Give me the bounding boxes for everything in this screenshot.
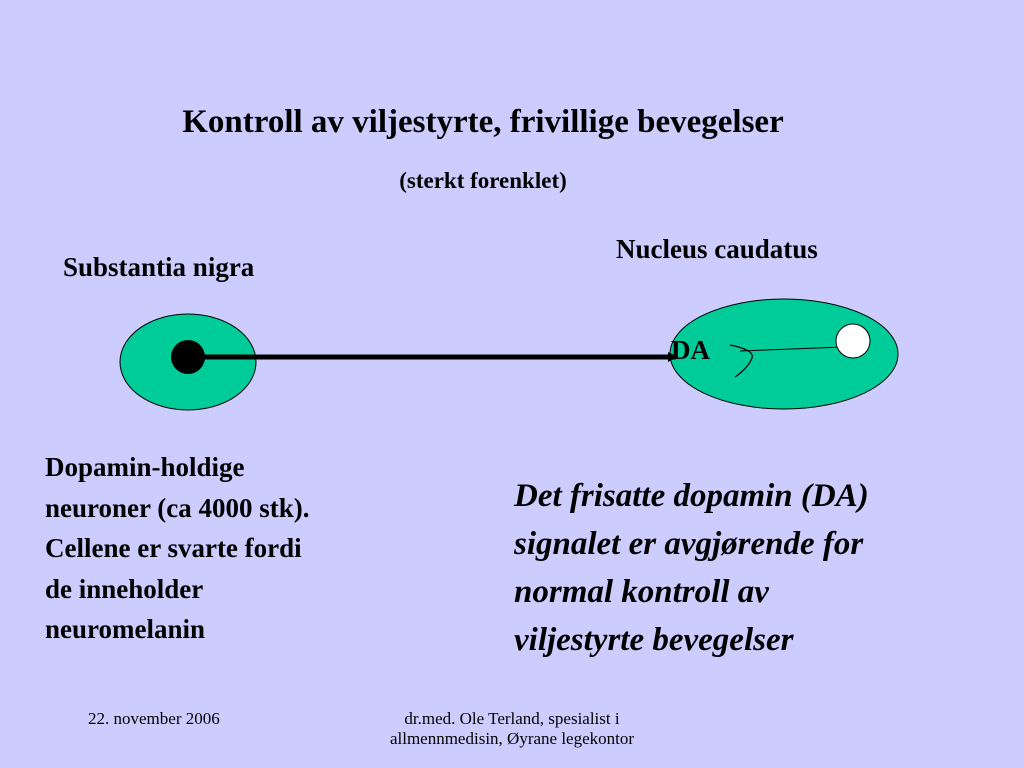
footer-date: 22. november 2006 <box>88 709 220 728</box>
dopamine-neuron-body <box>171 340 205 374</box>
slide-title: Kontroll av viljestyrte, frivillige bevegelser <box>182 104 784 140</box>
footer-author-line: dr.med. Ole Terland, spesialist i <box>404 709 620 728</box>
right-description-line: viljestyrte bevegelser <box>514 622 794 658</box>
left-description-line: Dopamin-holdige <box>45 452 245 482</box>
right-description-line: normal kontroll av <box>514 574 769 610</box>
substantia-nigra-label: Substantia nigra <box>63 252 255 282</box>
footer-author-line: allmennmedisin, Øyrane legekontor <box>389 729 635 748</box>
slide-subtitle: (sterkt forenklet) <box>399 168 567 193</box>
left-description-line: de inneholder <box>45 573 204 604</box>
nucleus-caudatus-label: Nucleus caudatus <box>616 234 818 264</box>
left-description-line: neuromelanin <box>45 614 206 644</box>
dopamine-label: DA <box>671 335 710 365</box>
right-description-line: Det frisatte dopamin (DA) <box>514 478 869 514</box>
left-description <box>45 447 310 650</box>
left-description-line: Cellene er svarte fordi <box>45 533 302 563</box>
footer-author <box>340 709 684 749</box>
left-description-line: neuroner (ca 4000 stk). <box>45 492 310 523</box>
right-description-line: signalet er avgjørende for <box>514 526 864 562</box>
postsynaptic-cell <box>836 324 870 358</box>
right-description <box>514 472 869 664</box>
